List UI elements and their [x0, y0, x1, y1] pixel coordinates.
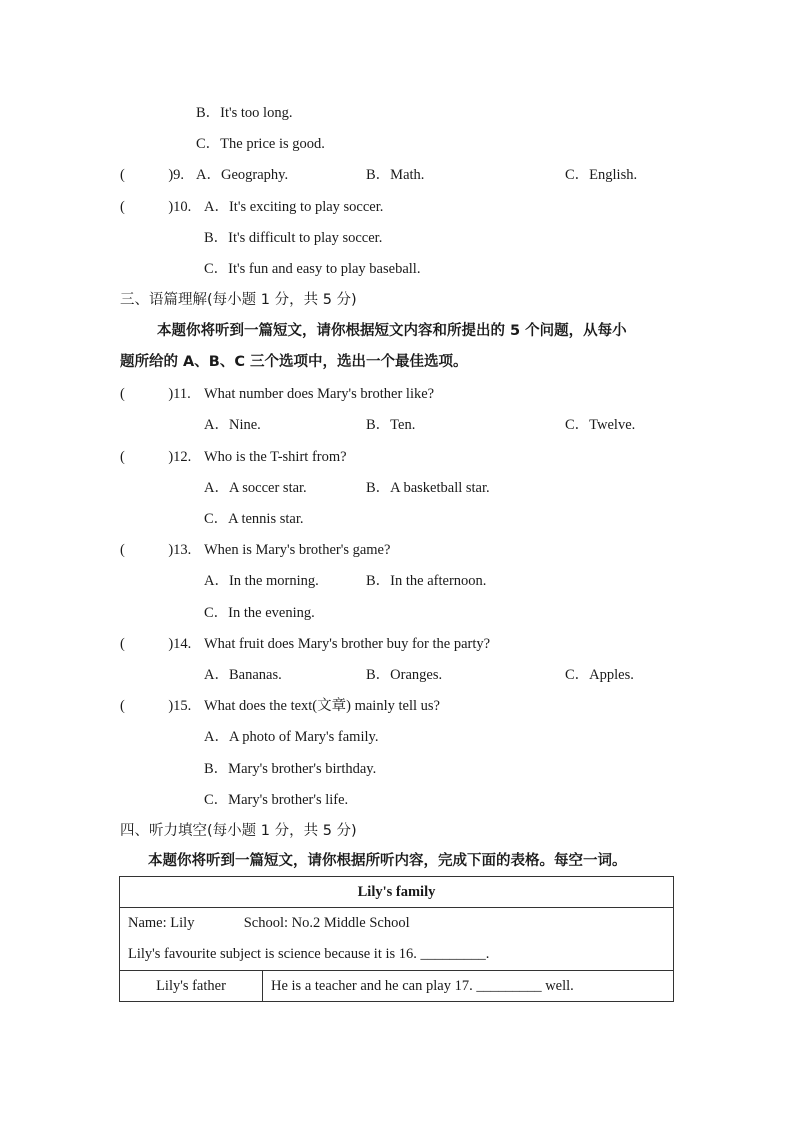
q13-option-c: C．In the evening. — [204, 605, 315, 621]
q9-option-c: C．English. — [565, 167, 638, 183]
table-father-label: Lily's father — [120, 971, 263, 1002]
q10-option-c: C．It's fun and easy to play baseball. — [204, 261, 421, 277]
q14-option-c: C．Apples. — [565, 667, 634, 683]
section-3-instruction-line-1: 本题你将听到一篇短文，请你根据短文内容和所提出的 5 个问题，从每小 — [157, 323, 627, 339]
q10-option-a: A．It's exciting to play soccer. — [204, 199, 384, 215]
table-name: Name: Lily — [128, 915, 195, 931]
q15-number: ( )15. — [120, 698, 192, 714]
q9-option-a: A．Geography. — [196, 167, 289, 183]
q8-option-b: B．It's too long. — [196, 105, 293, 121]
q9-option-b: B．Math. — [366, 167, 425, 183]
q12-option-b: B．A basketball star. — [366, 480, 490, 496]
q11-option-a: A．Nine. — [204, 417, 261, 433]
q10-number: ( )10. — [120, 199, 192, 215]
table-school: School: No.2 Middle School — [243, 915, 410, 931]
q9-number: ( )9. — [120, 167, 185, 183]
q10-option-b: B．It's difficult to play soccer. — [204, 230, 383, 246]
q13-question: When is Mary's brother's game? — [204, 542, 391, 558]
table-name-school-line — [128, 908, 665, 939]
section-3-heading: 三、语篇理解(每小题 1 分，共 5 分) — [120, 292, 357, 308]
q15-option-c: C．Mary's brother's life. — [204, 792, 349, 808]
section-4-instruction: 本题你将听到一篇短文，请你根据所听内容，完成下面的表格。每空一词。 — [148, 853, 627, 869]
q14-question: What fruit does Mary's brother buy for the party? — [204, 636, 491, 652]
q12-number: ( )12. — [120, 449, 192, 465]
q12-option-c: C．A tennis star. — [204, 511, 304, 527]
q13-option-a: A．In the morning. — [204, 573, 319, 589]
q15-question-cn: 文章 — [317, 698, 347, 714]
q11-question: What number does Mary's brother like? — [204, 386, 435, 402]
table-title: Lily's family — [120, 877, 674, 908]
section-3-instruction-line-2: 题所给的 A、B、C 三个选项中，选出一个最佳选项。 — [120, 354, 468, 370]
q13-number: ( )13. — [120, 542, 192, 558]
q11-number: ( )11. — [120, 386, 191, 402]
q15-option-a: A．A photo of Mary's family. — [204, 729, 379, 745]
lily-family-table — [119, 876, 674, 1002]
q13-option-b: B．In the afternoon. — [366, 573, 487, 589]
q15-question-pre: What does the text( — [204, 698, 318, 714]
table-father-text: He is a teacher and he can play 17. _________ well. — [263, 971, 674, 1002]
q12-option-a: A．A soccer star. — [204, 480, 307, 496]
q12-question: Who is the T-shirt from? — [204, 449, 347, 465]
q15-option-b: B．Mary's brother's birthday. — [204, 761, 377, 777]
table-subject-line: Lily's favourite subject is science because it is 16. _________. — [128, 946, 490, 962]
q15-question-post: ) mainly tell us? — [346, 698, 440, 714]
q14-number: ( )14. — [120, 636, 192, 652]
section-4-heading: 四、听力填空(每小题 1 分，共 5 分) — [120, 823, 357, 839]
q14-option-a: A．Bananas. — [204, 667, 282, 683]
q8-option-c: C．The price is good. — [196, 136, 325, 152]
q14-option-b: B．Oranges. — [366, 667, 443, 683]
q15-question — [204, 697, 440, 715]
q11-option-b: B．Ten. — [366, 417, 416, 433]
q11-option-c: C．Twelve. — [565, 417, 636, 433]
table-info-cell — [120, 908, 674, 971]
